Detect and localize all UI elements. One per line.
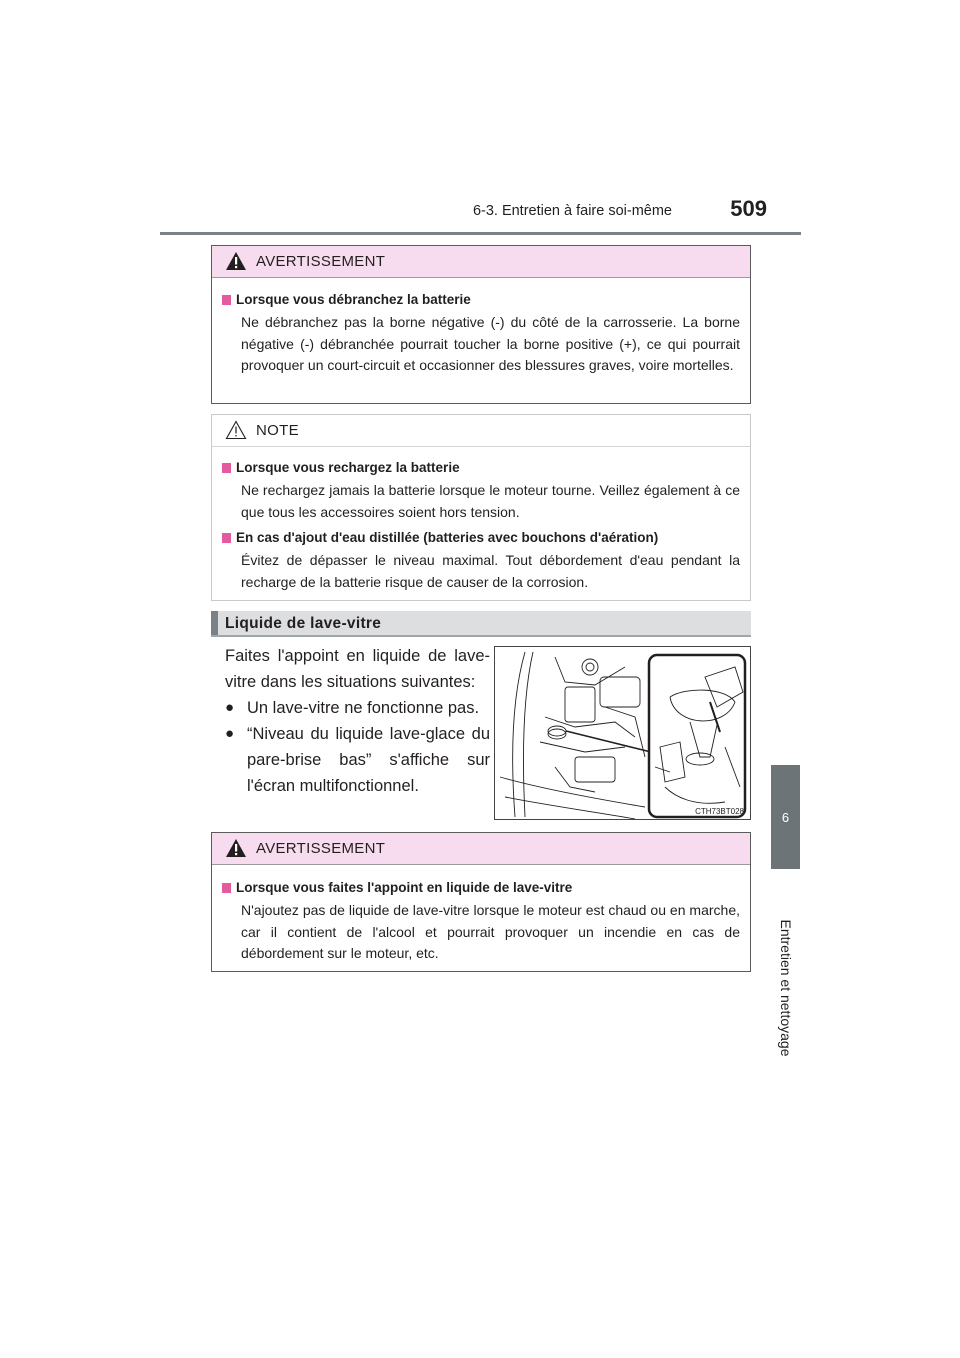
bullet-square-icon (222, 295, 231, 305)
warning-item-title (222, 291, 740, 309)
intro-paragraph: Faites l'appoint en liquide de lave-vitre dans les situations suivantes: (225, 647, 490, 691)
note-item-text: Évitez de dépasser le niveau maximal. Tout débordement d'eau pendant la recharge de la batterie risque de causer de la corrosion. (241, 552, 740, 590)
warning-item-title-text: Lorsque vous faites l'appoint en liquide de lave-vitre (236, 880, 573, 895)
chapter-tab-number[interactable]: 6 (771, 765, 800, 869)
engine-bay-drawing (495, 647, 750, 819)
list-item (225, 695, 490, 721)
note-item-title (222, 529, 740, 547)
warning-header (212, 246, 750, 278)
note-header (212, 415, 750, 447)
warning-item-title-text: Lorsque vous débranchez la batterie (236, 292, 471, 307)
chapter-tab-label: Entretien et nettoyage (777, 919, 794, 1056)
warning-item-text: Ne débranchez pas la borne négative (-) du côté de la carrosserie. La borne négative (-) débranchée pourrait toucher la borne positive (+), ce qui pourrait provoquer un court-circuit et occasionner des blessures graves, voire mortelles. (241, 314, 740, 373)
note-item-title (222, 459, 740, 477)
warning-item-text: N'ajoutez pas de liquide de lave-vitre lorsque le moteur est chaud ou en marche, car il contient de l'alcool et pourrait provoquer un incendie en cas de débordement sur le moteur, etc. (241, 902, 740, 961)
warning-header (212, 833, 750, 865)
page-number: 509 (730, 196, 767, 221)
warning-triangle-icon (225, 838, 247, 858)
warning-label: AVERTISSEMENT (256, 253, 386, 270)
caution-triangle-icon (225, 420, 247, 440)
warning-label: AVERTISSEMENT (256, 840, 386, 857)
list-item-text: “Niveau du liquide lave-glace du pare-brise bas” s'affiche sur l'écran multifonctionnel. (247, 725, 490, 795)
warning-box-battery (211, 245, 751, 404)
warning-box-washer (211, 832, 751, 972)
bullet-square-icon (222, 463, 231, 473)
bullet-dot-icon: ● (225, 699, 235, 716)
chapter-tab-title (771, 875, 800, 1100)
warning-item-title (222, 879, 740, 897)
section-accent (211, 611, 218, 635)
list-item-text: Un lave-vitre ne fonctionne pas. (247, 699, 480, 717)
note-item-title-text: Lorsque vous rechargez la batterie (236, 460, 460, 475)
header-divider (160, 232, 801, 235)
section-title: Liquide de lave-vitre (225, 615, 382, 632)
note-box-battery (211, 414, 751, 601)
bullet-dot-icon: ● (225, 725, 235, 742)
list-item (225, 721, 490, 799)
note-label: NOTE (256, 422, 299, 439)
note-item-text: Ne rechargez jamais la batterie lorsque le moteur tourne. Veillez également à ce que tous les accessoires soient hors tension. (241, 482, 740, 520)
washer-fluid-illustration (494, 646, 751, 820)
note-item-title-text: En cas d'ajout d'eau distillée (batteries avec bouchons d'aération) (236, 530, 659, 545)
section-body (225, 643, 490, 799)
bullet-square-icon (222, 533, 231, 543)
warning-triangle-icon (225, 251, 247, 271)
section-heading: 6-3. Entretien à faire soi-même (472, 203, 672, 219)
figure-code: CTH73BT028 (695, 807, 744, 816)
bullet-square-icon (222, 883, 231, 893)
section-title-bar (211, 611, 751, 637)
